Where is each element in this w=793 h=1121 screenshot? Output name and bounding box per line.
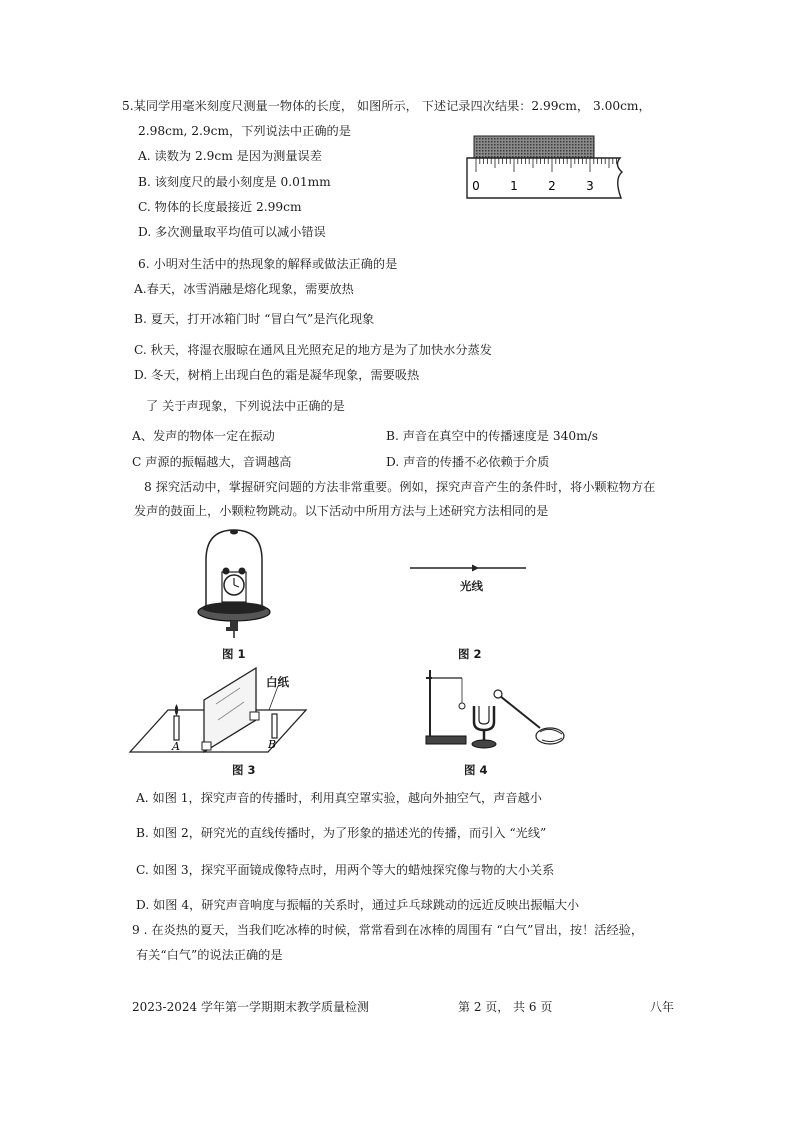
measured-object	[474, 136, 594, 158]
footer-grade: 八年	[650, 1000, 675, 1014]
label-a: A	[172, 740, 180, 753]
q8-option-d: D. 如图 4，研究声音响度与振幅的关系时，通过乒乓球跳动的远近反映出振幅大小	[136, 898, 580, 912]
q6-option-c: C. 秋天，将湿衣服晾在通风且光照充足的地方是为了加快水分蒸发	[134, 343, 492, 357]
footer-exam-title: 2023-2024 学年第一学期期末教学质量检测	[132, 1000, 369, 1014]
fig3-caption: 图 3	[232, 763, 256, 777]
bell-jar-knob	[230, 530, 238, 535]
tuning-fork	[474, 706, 494, 730]
ping-pong-ball	[459, 703, 465, 709]
fig2-light-ray	[408, 560, 528, 576]
ruler-tick-2: 2	[548, 179, 556, 193]
mallet-head	[494, 690, 502, 698]
footer-page-number: 第 2 页， 共 6 页	[458, 1000, 553, 1014]
stand-base	[426, 736, 466, 744]
fig1-caption: 图 1	[222, 647, 246, 661]
vacuum-valve	[230, 621, 238, 631]
q7-option-a: A、发声的物体一定在振动	[132, 429, 275, 443]
q9-stem-line2: 有关“白气”的说法正确的是	[136, 948, 283, 962]
ruler-tick-3: 3	[586, 179, 594, 193]
candle-a	[174, 716, 179, 740]
q6-option-a: A.春天，冰雪消融是熔化现象，需要放热	[134, 282, 354, 296]
fig2-ray-label: 光线	[460, 579, 483, 593]
q5-option-b: B. 该刻度尺的最小刻度是 0.01mm	[138, 175, 331, 189]
q5-stem-line2: 2.98cm, 2.9cm，下列说法中正确的是	[138, 124, 351, 138]
q7-option-b: B. 声音在真空中的传播速度是 340m/s	[386, 429, 599, 443]
q6-option-d: D. 冬天，树梢上出现白色的霜是凝华现象，需要吸热	[134, 368, 420, 382]
q7-option-d: D. 声音的传播不必依赖于介质	[386, 455, 550, 469]
ruler-tick-0: 0	[472, 179, 480, 193]
q9-stem-line1: 9 . 在炎热的夏天，当我们吃冰棒的时候，常常看到在冰棒的周围有 “白气”冒出，按！活经验，	[132, 923, 644, 937]
q8-option-c: C. 如图 3，探究平面镜成像特点时，用两个等大的蜡烛探究像与物的大小关系	[136, 863, 555, 877]
candle-b	[272, 714, 277, 738]
fig4-tuning-fork	[422, 666, 572, 754]
mallet-handle	[500, 696, 540, 728]
fig1-bell-jar	[192, 528, 276, 640]
q8-stem-line2: 发声的鼓面上，小颗粒物跳动。以下活动中所用方法与上述研究方法相同的是	[134, 504, 549, 518]
q8-option-a: A. 如图 1，探究声音的传播时，利用真空罩实验，越向外抽空气，声音越小	[136, 791, 542, 805]
q5-option-c: C. 物体的长度最接近 2.99cm	[138, 200, 302, 214]
q5-stem-line1: 5.某同学用毫米刻度尺测量一物体的长度， 如图所示， 下述记录四次结果：2.99cm， 3.00cm，	[122, 99, 651, 113]
ruler-tick-1: 1	[510, 179, 518, 193]
label-b: B	[268, 738, 277, 751]
q7-stem: 了 关于声现象，下列说法中正确的是	[146, 399, 345, 413]
fig3-paper-label: 白纸	[266, 675, 289, 689]
arrow-icon	[472, 565, 479, 572]
q6-stem: 6. 小明对生活中的热现象的解释或做法正确的是	[138, 257, 398, 271]
q7-option-c: C 声源的振幅越大，音调越高	[132, 455, 292, 469]
q5-option-a: A. 读数为 2.9cm 是因为测量误差	[138, 149, 322, 163]
fig4-caption: 图 4	[464, 763, 488, 777]
q8-option-b: B. 如图 2，研究光的直线传播时，为了形象的描述光的传播，而引入 “光线”	[136, 826, 547, 840]
q5-option-d: D. 多次测量取平均值可以减小错误	[138, 225, 326, 239]
fig2-caption: 图 2	[458, 647, 482, 661]
ruler-figure	[464, 132, 628, 204]
q8-stem-line1: 8 探究活动中，掌握研究问题的方法非常重要。例如，探究声音产生的条件时，将小颗粒物方在	[144, 480, 656, 494]
q6-option-b: B. 夏天，打开冰箱门时 “冒白气”是汽化现象	[134, 312, 375, 326]
